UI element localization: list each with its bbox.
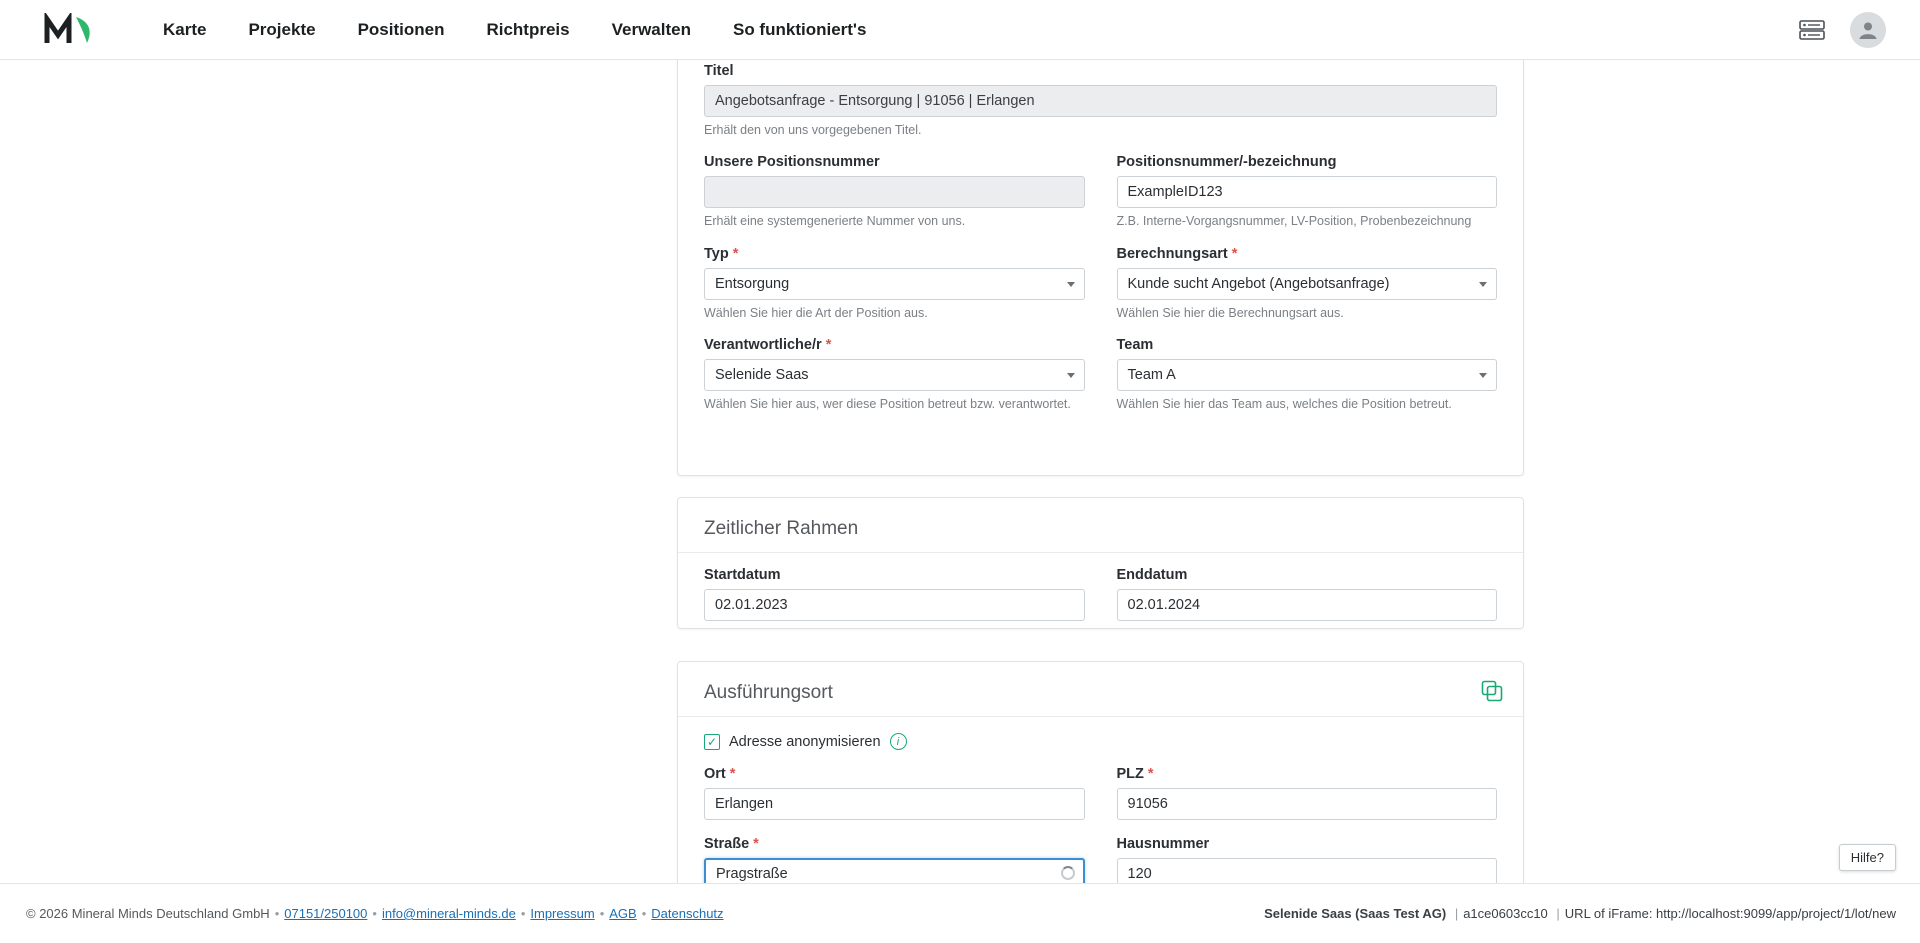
help-button[interactable]: Hilfe? bbox=[1839, 844, 1896, 871]
field-startdatum bbox=[704, 567, 1085, 621]
avatar[interactable] bbox=[1850, 12, 1886, 48]
field-unsere-positionsnummer bbox=[704, 154, 1085, 229]
label-team: Team bbox=[1116, 336, 1154, 353]
required-marker-verantwortliche: * bbox=[825, 336, 832, 353]
copy-address-icon[interactable] bbox=[1481, 680, 1503, 702]
label-unsere-positionsnummer: Unsere Positionsnummer bbox=[704, 154, 880, 171]
chevron-down-icon bbox=[1479, 373, 1487, 378]
ausfuehrungsort-card bbox=[677, 661, 1524, 883]
label-typ: Typ * bbox=[704, 245, 739, 262]
server-rack-icon[interactable] bbox=[1792, 10, 1832, 50]
anonymize-address-checkbox[interactable] bbox=[704, 734, 720, 750]
footer-copyright: © 2026 Mineral Minds Deutschland GmbH bbox=[26, 906, 270, 921]
label-startdatum: Startdatum bbox=[704, 567, 781, 583]
footer-right: Selenide Saas (Saas Test AG) | a1ce0603cc10 | URL of iFrame: http://localhost:9099/app/project/1/lot/new bbox=[1264, 906, 1896, 921]
position-details-card bbox=[677, 60, 1524, 476]
field-berechnungsart bbox=[1117, 246, 1498, 321]
hint-verantwortliche: Wählen Sie hier aus, wer diese Position betreut bzw. verantwortet. bbox=[704, 396, 1071, 411]
footer-impressum-link[interactable]: Impressum bbox=[530, 906, 595, 921]
field-strasse bbox=[704, 836, 1085, 883]
zeitlicher-rahmen-title: Zeitlicher Rahmen bbox=[678, 498, 1523, 553]
footer-bar bbox=[0, 883, 1920, 943]
field-typ bbox=[704, 246, 1085, 321]
field-team bbox=[1117, 337, 1498, 412]
chevron-down-icon bbox=[1067, 282, 1075, 287]
footer-email-link[interactable]: info@mineral-minds.de bbox=[381, 906, 516, 921]
hint-positionsnummer-bezeichnung: Z.B. Interne-Vorgangsnummer, LV-Position, Probenbezeichnung bbox=[1116, 214, 1472, 229]
required-marker-typ: * bbox=[732, 245, 739, 262]
required-marker-ort: * bbox=[729, 766, 736, 782]
hint-typ: Wählen Sie hier die Art der Position aus. bbox=[704, 305, 928, 320]
info-icon[interactable]: i bbox=[890, 733, 907, 750]
hausnummer-input[interactable] bbox=[1117, 858, 1498, 883]
nav-items bbox=[142, 0, 887, 60]
footer-left: © 2026 Mineral Minds Deutschland GmbH • 07151/250100 • info@mineral-minds.de • Impressum • AGB • Datenschutz bbox=[26, 906, 724, 921]
label-ort: Ort * bbox=[704, 766, 736, 782]
label-plz: PLZ * bbox=[1116, 766, 1154, 782]
top-navigation-bar bbox=[0, 0, 1920, 60]
field-ort bbox=[704, 766, 1085, 820]
field-plz bbox=[1117, 766, 1498, 820]
label-strasse: Straße * bbox=[704, 836, 759, 852]
verantwortliche-select[interactable] bbox=[704, 359, 1085, 391]
nav-right-actions bbox=[1792, 10, 1886, 50]
strasse-input[interactable] bbox=[704, 858, 1085, 883]
anonymize-address-row[interactable] bbox=[704, 733, 1497, 750]
team-select[interactable] bbox=[1117, 359, 1498, 391]
footer-iframe-url: URL of iFrame: http://localhost:9099/app/project/1/lot/new bbox=[1564, 906, 1896, 921]
hint-team: Wählen Sie hier das Team aus, welches die Position betreut. bbox=[1116, 396, 1452, 411]
label-enddatum: Enddatum bbox=[1116, 567, 1188, 583]
field-positionsnummer-bezeichnung bbox=[1117, 154, 1498, 229]
ort-input[interactable] bbox=[704, 788, 1085, 820]
label-berechnungsart: Berechnungsart * bbox=[1116, 245, 1238, 262]
anonymize-address-label: Adresse anonymisieren bbox=[729, 733, 881, 750]
check-icon: ✓ bbox=[706, 734, 718, 749]
typ-select-value: Entsorgung bbox=[715, 275, 790, 292]
team-select-value: Team A bbox=[1127, 366, 1176, 383]
berechnungsart-select-value: Kunde sucht Angebot (Angebotsanfrage) bbox=[1127, 275, 1390, 292]
loading-spinner-icon bbox=[1061, 866, 1075, 880]
footer-datenschutz-link[interactable]: Datenschutz bbox=[651, 906, 724, 921]
nav-item-richtpreis[interactable]: Richtpreis bbox=[486, 19, 570, 39]
startdatum-input[interactable] bbox=[704, 589, 1085, 621]
footer-phone-link[interactable]: 07151/250100 bbox=[284, 906, 368, 921]
footer-user: Selenide Saas (Saas Test AG) bbox=[1264, 906, 1447, 921]
nav-item-karte[interactable]: Karte bbox=[163, 19, 207, 39]
typ-select[interactable] bbox=[704, 268, 1085, 300]
required-marker-plz: * bbox=[1147, 766, 1154, 782]
enddatum-input[interactable] bbox=[1117, 589, 1498, 621]
verantwortliche-select-value: Selenide Saas bbox=[715, 366, 809, 383]
plz-input[interactable] bbox=[1117, 788, 1498, 820]
ausfuehrungsort-title-text: Ausführungsort bbox=[704, 682, 833, 703]
nav-item-projekte[interactable]: Projekte bbox=[248, 19, 316, 39]
chevron-down-icon bbox=[1067, 373, 1075, 378]
nav-item-positionen[interactable]: Positionen bbox=[357, 19, 445, 39]
field-titel bbox=[704, 63, 1497, 138]
field-enddatum bbox=[1117, 567, 1498, 621]
required-marker-strasse: * bbox=[753, 836, 759, 852]
zeitlicher-rahmen-card bbox=[677, 497, 1524, 629]
titel-input[interactable] bbox=[704, 85, 1497, 117]
strasse-input-wrap bbox=[704, 858, 1085, 883]
chevron-down-icon bbox=[1479, 282, 1487, 287]
required-marker-berechnungsart: * bbox=[1231, 245, 1238, 262]
field-hausnummer bbox=[1117, 836, 1498, 883]
footer-agb-link[interactable]: AGB bbox=[609, 906, 637, 921]
nav-item-so-funktionierts[interactable]: So funktioniert's bbox=[732, 19, 867, 39]
positionsnummer-bezeichnung-input[interactable] bbox=[1117, 176, 1498, 208]
berechnungsart-select[interactable] bbox=[1117, 268, 1498, 300]
footer-session-id: a1ce0603cc10 bbox=[1463, 906, 1548, 921]
mineral-minds-logo[interactable] bbox=[30, 0, 108, 60]
form-scroll-area[interactable] bbox=[0, 60, 1920, 883]
label-verantwortliche: Verantwortliche/r * bbox=[704, 336, 832, 353]
hint-berechnungsart: Wählen Sie hier die Berechnungsart aus. bbox=[1116, 305, 1344, 320]
label-hausnummer: Hausnummer bbox=[1116, 836, 1210, 852]
ausfuehrungsort-title bbox=[678, 662, 1523, 717]
nav-item-verwalten[interactable]: Verwalten bbox=[611, 19, 691, 39]
field-verantwortliche bbox=[704, 337, 1085, 412]
hint-unsere-positionsnummer: Erhält eine systemgenerierte Nummer von uns. bbox=[704, 214, 966, 229]
hint-titel: Erhält den von uns vorgegebenen Titel. bbox=[704, 123, 922, 137]
unsere-positionsnummer-input[interactable] bbox=[704, 176, 1085, 208]
label-positionsnummer-bezeichnung: Positionsnummer/-bezeichnung bbox=[1116, 154, 1337, 171]
label-titel: Titel bbox=[704, 63, 734, 79]
